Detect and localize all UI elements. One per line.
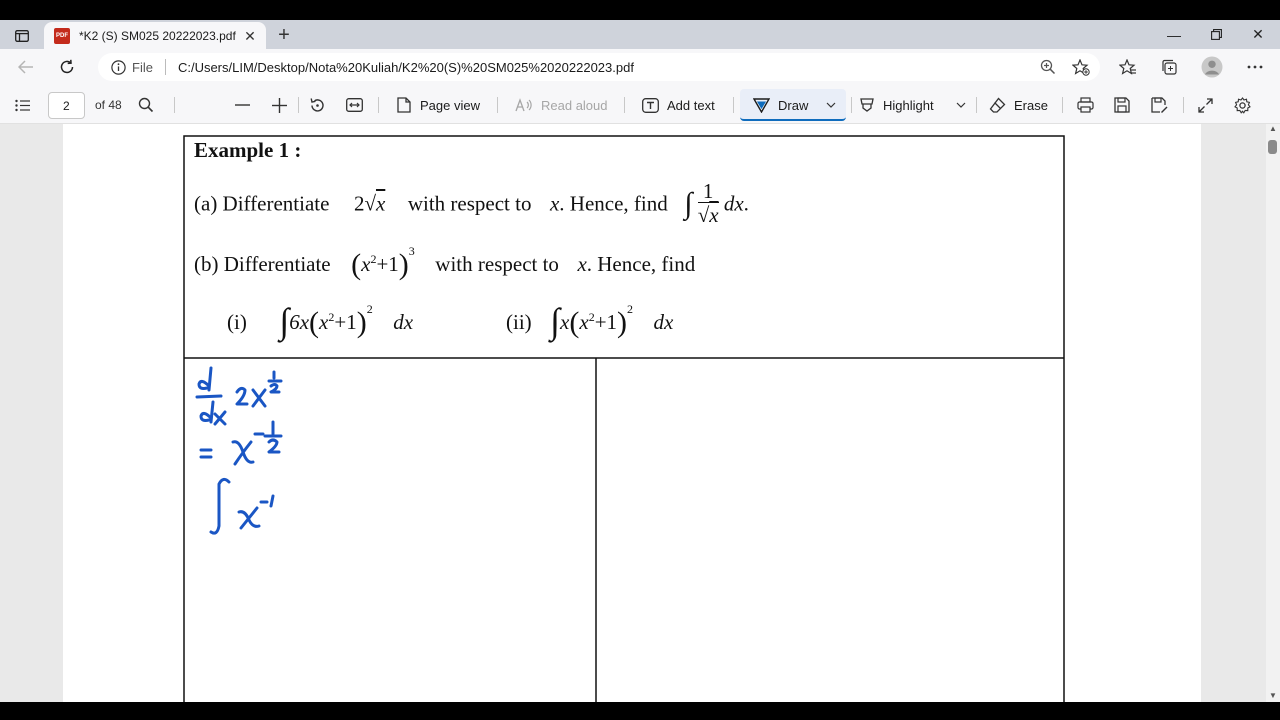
info-icon[interactable] bbox=[110, 59, 126, 75]
ink-stroke bbox=[215, 412, 225, 424]
settings-gear-icon[interactable] bbox=[1234, 93, 1251, 117]
divider bbox=[1183, 97, 1184, 113]
draw-options-chevron-icon[interactable] bbox=[826, 93, 836, 117]
ink-stroke bbox=[271, 385, 279, 393]
pdf-toolbar bbox=[0, 85, 1280, 124]
ink-stroke bbox=[271, 496, 273, 506]
tab-actions-icon[interactable] bbox=[8, 24, 36, 48]
sqrt-symbol: √ bbox=[364, 191, 376, 216]
open-paren: ( bbox=[351, 248, 362, 281]
handwritten-ink bbox=[193, 364, 453, 544]
part-i-dx: dx bbox=[393, 310, 414, 334]
divider bbox=[497, 97, 498, 113]
part-i-x: x bbox=[319, 310, 329, 334]
search-icon[interactable] bbox=[138, 93, 154, 117]
profile-avatar[interactable] bbox=[1199, 55, 1225, 79]
eraser-icon bbox=[989, 97, 1006, 113]
page-number-input[interactable]: 2 bbox=[48, 92, 85, 119]
part-b-outer-power: 3 bbox=[408, 244, 415, 258]
close-paren: ) bbox=[617, 306, 628, 339]
scroll-thumb[interactable] bbox=[1268, 140, 1277, 154]
question-b bbox=[194, 245, 695, 279]
tab-pdf[interactable] bbox=[44, 22, 266, 50]
url-text[interactable]: C:/Users/LIM/Desktop/Nota%20Kuliah/K2%20(S)%20SM025%2020222023.pdf bbox=[177, 59, 634, 75]
question-b-ii bbox=[506, 296, 674, 341]
minimize-icon[interactable]: — bbox=[1167, 26, 1181, 43]
highlight-label: Highlight bbox=[883, 97, 934, 113]
browser-window bbox=[0, 20, 1280, 702]
divider bbox=[298, 97, 299, 113]
part-a-respect: with respect to bbox=[407, 191, 532, 216]
rotate-icon[interactable] bbox=[309, 93, 326, 117]
close-paren: ) bbox=[356, 306, 367, 339]
zoom-in-icon[interactable] bbox=[272, 93, 287, 117]
new-tab-button[interactable]: + bbox=[278, 23, 290, 46]
page-view-label: Page view bbox=[420, 97, 480, 113]
close-paren: ) bbox=[398, 248, 409, 281]
scroll-down-icon[interactable]: ▼ bbox=[1269, 691, 1277, 700]
tab-strip bbox=[0, 20, 1280, 49]
sqrt-symbol: √ bbox=[697, 203, 710, 227]
divider bbox=[851, 97, 852, 113]
part-a-period: . bbox=[743, 191, 749, 216]
more-options-icon[interactable] bbox=[1242, 55, 1268, 79]
ink-stroke bbox=[211, 479, 229, 533]
save-as-icon[interactable] bbox=[1151, 93, 1168, 117]
part-a-variable: x bbox=[549, 191, 560, 216]
part-i-label: (i) bbox=[227, 310, 247, 334]
part-a-radicand: x bbox=[375, 191, 386, 216]
page-total: of 48 bbox=[95, 98, 122, 112]
close-window-icon[interactable]: ✕ bbox=[1252, 26, 1264, 42]
part-b-respect: with respect to bbox=[435, 252, 559, 276]
ink-stroke bbox=[201, 450, 211, 457]
highlight-icon bbox=[859, 97, 875, 113]
draw-button[interactable] bbox=[753, 93, 808, 117]
zoom-icon[interactable] bbox=[1040, 59, 1056, 80]
integral-symbol: ∫ bbox=[684, 187, 693, 221]
open-paren: ( bbox=[309, 306, 320, 339]
address-bar[interactable] bbox=[98, 53, 1100, 81]
highlight-options-chevron-icon[interactable] bbox=[956, 93, 966, 117]
part-b-inner-power: 2 bbox=[370, 252, 377, 266]
divider bbox=[624, 97, 625, 113]
part-ii-label: (ii) bbox=[506, 310, 532, 334]
pdf-page[interactable] bbox=[63, 124, 1201, 702]
draw-icon bbox=[753, 98, 770, 113]
page-view-icon bbox=[396, 97, 412, 113]
ink-stroke bbox=[199, 381, 209, 388]
ink-stroke bbox=[237, 388, 247, 404]
question-a bbox=[194, 179, 749, 229]
part-a-label: (a) Differentiate bbox=[194, 191, 330, 216]
open-paren: ( bbox=[569, 306, 580, 339]
pdf-file-icon: PDF bbox=[54, 28, 70, 44]
highlight-button[interactable] bbox=[859, 93, 934, 117]
add-text-icon bbox=[642, 98, 659, 113]
part-b-variable: x bbox=[577, 252, 587, 276]
scroll-up-icon[interactable]: ▲ bbox=[1269, 124, 1277, 133]
ink-stroke bbox=[201, 413, 211, 420]
ink-stroke bbox=[253, 390, 265, 406]
part-a-hence: . Hence, find bbox=[559, 191, 668, 216]
close-tab-icon[interactable]: ✕ bbox=[244, 27, 256, 44]
fraction-numerator: 1 bbox=[698, 180, 719, 203]
read-aloud-icon bbox=[515, 98, 533, 112]
part-ii-plus-one: +1 bbox=[594, 310, 618, 334]
file-label: File bbox=[132, 59, 153, 75]
divider bbox=[174, 97, 175, 113]
add-favorite-icon[interactable] bbox=[1072, 59, 1090, 81]
part-b-x: x bbox=[361, 252, 371, 276]
part-ii-dx: dx bbox=[653, 310, 674, 334]
part-b-label: (b) Differentiate bbox=[194, 252, 331, 276]
zoom-out-icon[interactable] bbox=[235, 93, 250, 117]
collections-icon[interactable] bbox=[1156, 55, 1182, 79]
restore-icon[interactable] bbox=[1194, 20, 1238, 49]
pdf-viewer[interactable] bbox=[0, 124, 1280, 702]
erase-label: Erase bbox=[1014, 97, 1048, 113]
part-ii-coefficient: x bbox=[560, 310, 570, 334]
part-i-outer-power: 2 bbox=[366, 302, 373, 316]
page-view-button[interactable] bbox=[396, 93, 480, 117]
ink-stroke bbox=[269, 440, 279, 452]
divider bbox=[976, 97, 977, 113]
read-aloud-button[interactable] bbox=[515, 93, 608, 117]
integral-symbol: ∫ bbox=[279, 301, 290, 341]
part-ii-inner-power: 2 bbox=[588, 310, 595, 324]
fraction-denominator: x bbox=[709, 203, 719, 227]
part-b-plus-one: +1 bbox=[376, 252, 399, 276]
part-i-coefficient: 6x bbox=[289, 310, 310, 334]
favorites-icon[interactable] bbox=[1115, 55, 1141, 79]
vertical-scrollbar[interactable] bbox=[1266, 124, 1280, 702]
ink-stroke bbox=[239, 508, 259, 528]
part-ii-x: x bbox=[579, 310, 589, 334]
url-separator bbox=[165, 59, 166, 75]
part-a-dx: dx bbox=[723, 191, 744, 216]
draw-label: Draw bbox=[778, 97, 809, 113]
erase-button[interactable] bbox=[989, 93, 1048, 117]
print-icon[interactable] bbox=[1077, 93, 1094, 117]
part-a-fraction bbox=[698, 180, 719, 227]
address-bar-row bbox=[0, 49, 1280, 85]
example-title: Example 1 : bbox=[194, 138, 302, 162]
table-of-contents-icon[interactable] bbox=[15, 93, 31, 117]
add-text-label: Add text bbox=[667, 97, 715, 113]
question-b-i bbox=[227, 296, 414, 341]
divider bbox=[378, 97, 379, 113]
part-b-hence: . Hence, find bbox=[586, 252, 696, 276]
back-icon[interactable] bbox=[12, 55, 40, 79]
integral-symbol: ∫ bbox=[550, 301, 561, 341]
tab-title: *K2 (S) SM025 20222023.pdf bbox=[79, 29, 236, 43]
fullscreen-icon[interactable] bbox=[1198, 93, 1213, 117]
fit-width-icon[interactable] bbox=[346, 93, 363, 117]
part-i-plus-one: +1 bbox=[334, 310, 357, 334]
divider bbox=[1062, 97, 1063, 113]
read-aloud-label: Read aloud bbox=[541, 97, 608, 113]
divider bbox=[733, 97, 734, 113]
ink-stroke bbox=[197, 396, 221, 397]
part-i-inner-power: 2 bbox=[328, 310, 335, 324]
ink-stroke bbox=[233, 442, 253, 464]
part-a-coefficient: 2 bbox=[353, 191, 365, 216]
part-ii-outer-power: 2 bbox=[627, 302, 634, 316]
save-icon[interactable] bbox=[1114, 93, 1130, 117]
add-text-button[interactable] bbox=[642, 93, 715, 117]
refresh-icon[interactable] bbox=[53, 55, 81, 79]
